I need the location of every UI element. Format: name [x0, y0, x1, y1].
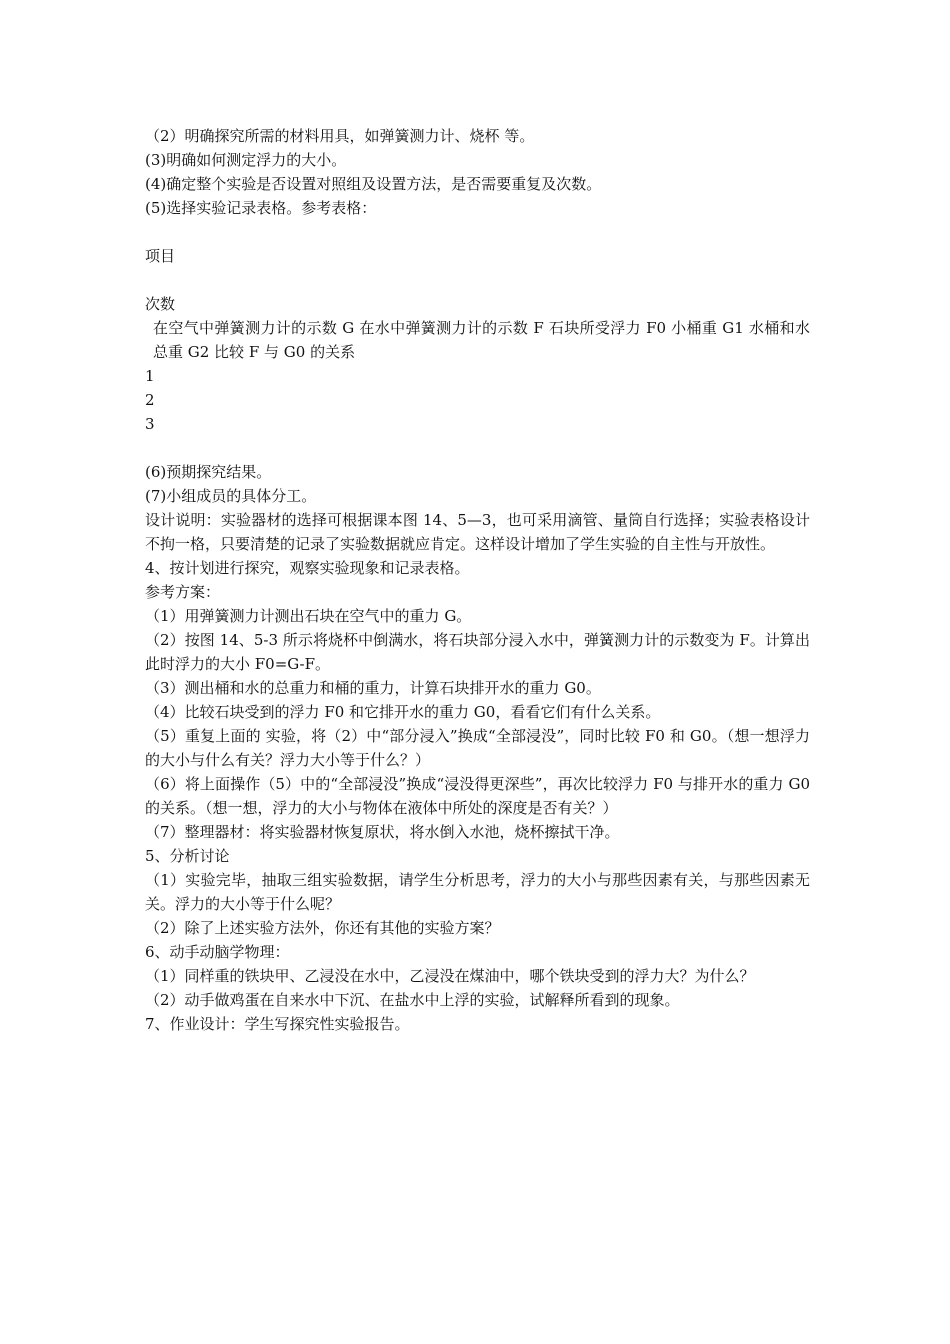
- spacer: [145, 268, 810, 292]
- text-line: （5）重复上面的 实验，将（2）中“部分浸入”换成“全部浸没”，同时比较 F0 和 G0。（想一想浮力的大小与什么有关？浮力大小等于什么？）: [145, 727, 810, 769]
- table-item-label: 项目: [145, 247, 176, 265]
- table-row-number: 1: [145, 367, 155, 385]
- table-row-number: 2: [145, 391, 155, 409]
- text-line: 参考方案：: [145, 583, 221, 601]
- text-line: （1）实验完毕，抽取三组实验数据，请学生分析思考，浮力的大小与那些因素有关，与那些因素无关。浮力的大小等于什么呢？: [145, 871, 810, 913]
- text-line: (7)小组成员的具体分工。: [145, 487, 317, 505]
- text-line: （2）明确探究所需的材料用具，如弹簧测力计、烧杯 等。: [145, 127, 535, 145]
- text-line: （1）同样重的铁块甲、乙浸没在水中，乙浸没在煤油中，哪个铁块受到的浮力大？为什么？: [145, 967, 755, 985]
- table-row-number: 3: [145, 415, 155, 433]
- design-note: 设计说明：实验器材的选择可根据课本图 14、5—3，也可采用滴管、量筒自行选择；实验表格设计不拘一格，只要清楚的记录了实验数据就应肯定。这样设计增加了学生实验的自主性与开放性。: [145, 511, 810, 553]
- text-line: （2）按图 14、5-3 所示将烧杯中倒满水，将石块部分浸入水中，弹簧测力计的示数变为 F。计算出此时浮力的大小 F0=G-F。: [145, 631, 810, 673]
- section-heading: 6、动手动脑学物理：: [145, 943, 290, 961]
- section-heading: 4、按计划进行探究，观察实验现象和记录表格。: [145, 559, 470, 577]
- document-page: [145, 124, 810, 1036]
- spacer: [145, 220, 810, 244]
- section-heading: 7、作业设计：学生写探究性实验报告。: [145, 1015, 410, 1033]
- text-line: （1）用弹簧测力计测出石块在空气中的重力 G。: [145, 607, 472, 625]
- text-line: （6）将上面操作（5）中的“全部浸没”换成“浸没得更深些”，再次比较浮力 F0 与排开水的重力 G0 的关系。（想一想，浮力的大小与物体在液体中所处的深度是否有关？）: [145, 775, 810, 817]
- text-line: （3）测出桶和水的总重力和桶的重力，计算石块排开水的重力 G0。: [145, 679, 601, 697]
- text-line: (5)选择实验记录表格。参考表格：: [145, 199, 377, 217]
- text-line: （2）动手做鸡蛋在自来水中下沉、在盐水中上浮的实验，试解释所看到的现象。: [145, 991, 680, 1009]
- text-line: (4)确定整个实验是否设置对照组及设置方法，是否需要重复及次数。: [145, 175, 602, 193]
- spacer: [145, 436, 810, 460]
- text-line: (3)明确如何测定浮力的大小。: [145, 151, 347, 169]
- table-count-label: 次数: [145, 295, 176, 313]
- table-headers: 在空气中弹簧测力计的示数 G 在水中弹簧测力计的示数 F 石块所受浮力 F0 小桶重 G1 水桶和水总重 G2 比较 F 与 G0 的关系: [153, 319, 810, 361]
- section-heading: 5、分析讨论: [145, 847, 230, 865]
- text-line: （2）除了上述实验方法外，你还有其他的实验方案？: [145, 919, 500, 937]
- text-line: （7）整理器材：将实验器材恢复原状，将水倒入水池，烧杯擦拭干净。: [145, 823, 620, 841]
- text-line: （4）比较石块受到的浮力 F0 和它排开水的重力 G0，看看它们有什么关系。: [145, 703, 661, 721]
- text-line: (6)预期探究结果。: [145, 463, 272, 481]
